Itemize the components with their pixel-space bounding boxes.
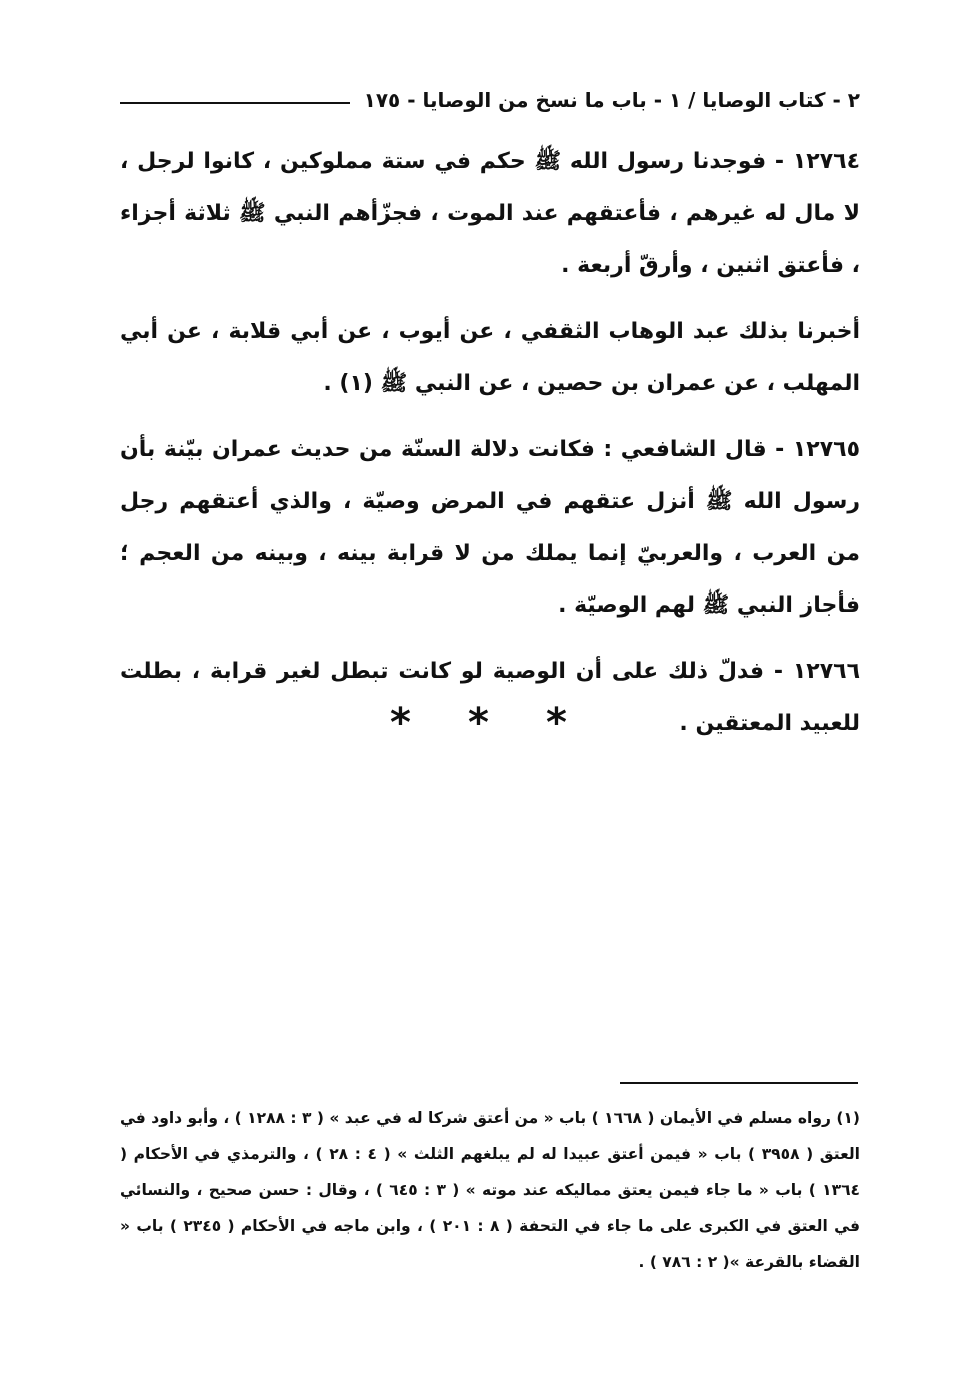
- footnote-rule: [620, 1082, 858, 1084]
- footnote: (١) رواه مسلم في الأيمان ( ١٦٦٨ ) باب « من أعتق شركا له في عبد » ( ٣ : ١٢٨٨ ) ، وأبو داود في العتق ( ٣٩٥٨ ) باب « فيمن أعتق عبيدا له لم يبلغهم الثلث » ( ٤ : ٢٨ ) ، والترمذي في الأحكام ( ١٣٦٤ ) باب « ما جاء فيمن يعتق مماليكه عند موته » ( ٣ : ٦٤٥ ) ، وقال : حسن صحيح ، والنسائي في العتق في الكبرى على ما جاء في التحفة ( ٨ : ٢٠١ ) ، وابن ماجه في الأحكام ( ٢٣٤٥ ) باب « القضاء بالقرعة »( ٢ : ٧٨٦ ) .: [120, 1109, 860, 1271]
- running-title: ٢ - كتاب الوصايا / ١ - باب ما نسخ من الوصايا - ١٧٥: [363, 88, 860, 112]
- separator-star: *: [468, 700, 489, 746]
- paragraph-12764: ١٢٧٦٤ - فوجدنا رسول الله ﷺ حكم في ستة مملوكين ، كانوا لرجل ، لا مال له غيرهم ، فأعتقهم عند الموت ، فجزّأهم النبي ﷺ ثلاثة أجزاء ، فأعتق اثنين ، وأرقّ أربعة .: [120, 149, 860, 278]
- separator-star: *: [546, 700, 567, 746]
- paragraph-12765: ١٢٧٦٥ - قال الشافعي : فكانت دلالة السنّة من حديث عمران بيّنة بأن رسول الله ﷺ أنزل عتقهم في المرض وصيّة ، والذي أعتقهم رجل من العرب ، والعربيّ إنما يملك من لا قرابة بينه ، وبينه من العجم ؛ فأجاز النبي ﷺ لهم الوصيّة .: [120, 437, 860, 618]
- section-separator: [0, 700, 957, 746]
- page-header: [120, 80, 860, 120]
- main-text: [120, 136, 860, 764]
- separator-star: *: [390, 700, 411, 746]
- paragraph-isnad: أخبرنا بذلك عبد الوهاب الثقفي ، عن أيوب ، عن أبي قلابة ، عن أبي المهلب ، عن عمران بن حصين ، عن النبي ﷺ (١) .: [120, 319, 860, 396]
- paragraph-12766: ١٢٧٦٦ - فدلّ ذلك على أن الوصية لو كانت تبطل لغير قرابة ، بطلت للعبيد المعتقين .: [120, 659, 860, 736]
- header-rule: [120, 102, 350, 104]
